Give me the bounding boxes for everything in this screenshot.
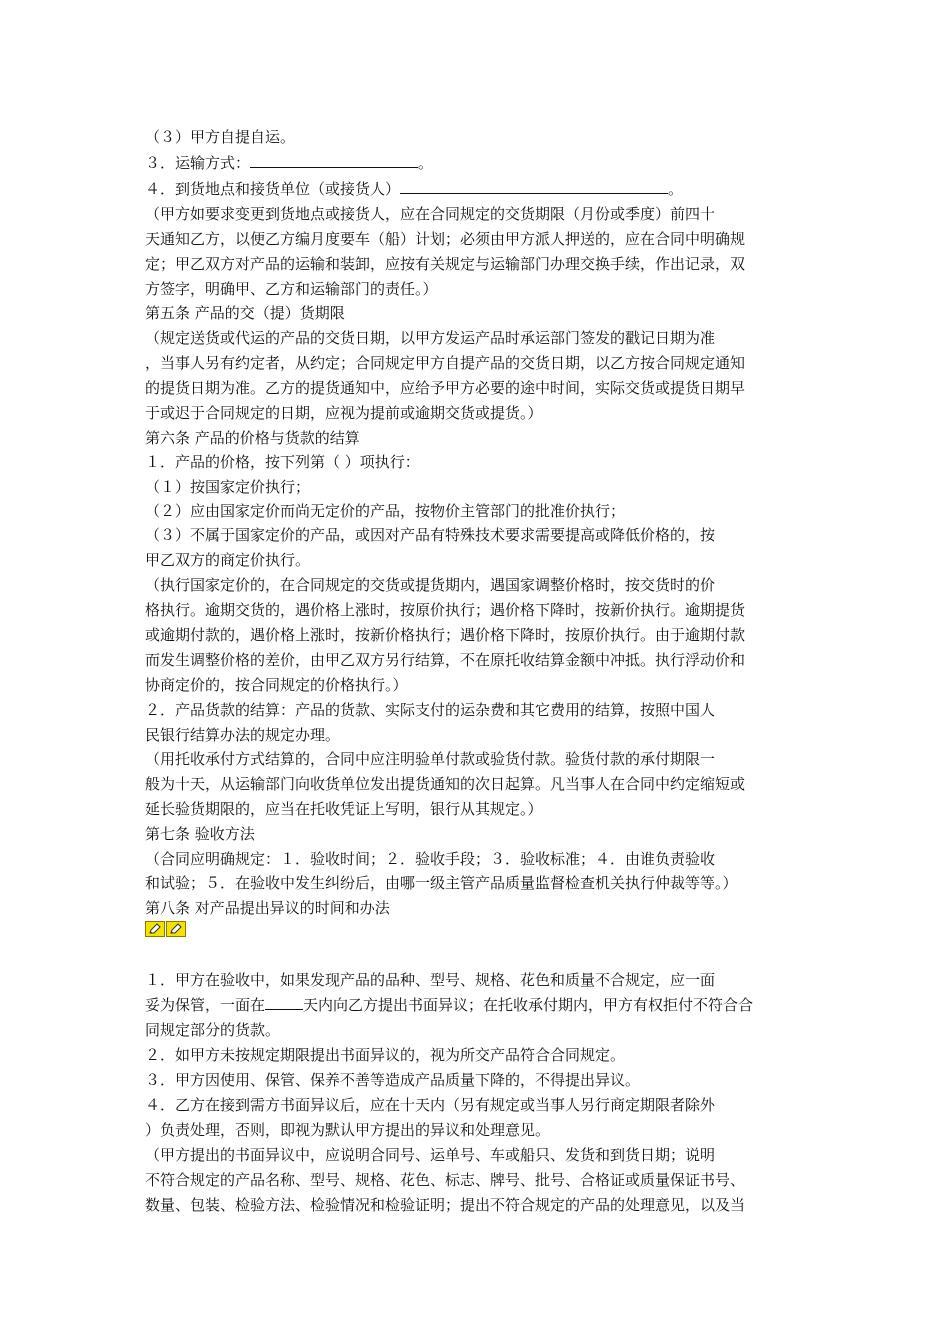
fill-in-blank <box>400 179 668 194</box>
text-line: ３．甲方因使用、保管、保养不善等造成产品质量下降的，不得提出异议。 <box>145 1071 641 1089</box>
text-line: 延长验货期限的，应当在托收凭证上写明，银行从其规定。） <box>145 800 543 818</box>
text-line: 和试验；５．在验收中发生纠纷后，由哪一级主管产品质量监督检查机关执行仲裁等等。） <box>145 874 738 892</box>
text-line: ２．如甲方未按规定期限提出书面异议的，视为所交产品符合合同规定。 <box>145 1046 626 1064</box>
section-heading: 第八条 对产品提出异议的时间和办法 <box>145 899 390 917</box>
pencil-icon[interactable] <box>166 921 186 937</box>
text-line: 格执行。逾期交货的，遇价格上涨时，按原价执行；遇价格下降时，按新价执行。逾期提货 <box>145 601 746 619</box>
text-line: （执行国家定价的，在合同规定的交货或提货期内，遇国家调整价格时，按交货时的价 <box>145 576 716 594</box>
text-line: 协商定价的，按合同规定的价格执行。） <box>145 676 408 694</box>
text-line: ４．乙方在接到需方书面异议后，应在十天内（另有规定或当事人另行商定期限者除外 <box>145 1096 716 1114</box>
text-line: 同规定部分的货款。 <box>145 1021 281 1039</box>
text-line: 数量、包装、检验方法、检验情况和检验证明；提出不符合规定的产品的处理意见，以及当 <box>145 1196 746 1214</box>
text-line: （甲方如要求变更到货地点或接货人，应在合同规定的交货期限（月份或季度）前四十 <box>145 205 716 223</box>
text-line: 方签字，明确甲、乙方和运输部门的责任。） <box>145 280 438 298</box>
text-line: 于或迟于合同规定的日期，应视为提前或逾期交货或提货。） <box>145 404 543 422</box>
text-line: 甲乙双方的商定价执行。 <box>145 551 311 569</box>
embedded-icons <box>145 921 186 939</box>
text-line: ）负责处理，否则，即视为默认甲方提出的异议和处理意见。 <box>145 1121 551 1139</box>
text-line: 不符合规定的产品名称、型号、规格、花色、标志、牌号、批号、合格证或质量保证书号、 <box>145 1171 746 1189</box>
text-line: （规定送货或代运的产品的交货日期，以甲方发运产品时承运部门签发的戳记日期为准 <box>145 329 716 347</box>
text-line: 天通知乙方，以便乙方编月度要车（船）计划；必须由甲方派人押送的，应在合同中明确规 <box>145 230 746 248</box>
section-heading: 第七条 验收方法 <box>145 825 255 843</box>
text-line: （１）按国家定价执行； <box>145 478 311 496</box>
text-line: ２．产品货款的结算：产品的货款、实际支付的运杂费和其它费用的结算，按照中国人 <box>145 701 716 719</box>
text-line: （用托收承付方式结算的，合同中应注明验单付款或验货付款。验货付款的承付期限一 <box>145 750 716 768</box>
fill-in-blank <box>265 995 303 1010</box>
text-line: １．甲方在验收中，如果发现产品的品种、型号、规格、花色和质量不合规定，应一面 <box>145 971 716 989</box>
text-line: （３）甲方自提自运。 <box>145 128 296 146</box>
text-line: １．产品的价格，按下列第（ ）项执行： <box>145 453 420 471</box>
text-line: 妥为保管，一面在 天内向乙方提出书面异议；在托收承付期内，甲方有权拒付不符合合 <box>145 996 754 1014</box>
text-line: （３）不属于国家定价的产品，或因对产品有特殊技术要求需要提高或降低价格的，按 <box>145 526 716 544</box>
section-heading: 第五条 产品的交（提）货期限 <box>145 304 345 322</box>
text-line: 般为十天，从运输部门向收货单位发出提货通知的次日起算。凡当事人在合同中约定缩短或 <box>145 775 746 793</box>
text-line: ３．运输方式： 。 <box>145 154 434 172</box>
text-line: （２）应由国家定价而尚无定价的产品，按物价主管部门的批准价执行； <box>145 502 626 520</box>
text-line: 而发生调整价格的差价，由甲乙双方另行结算，不在原托收结算金额中冲抵。执行浮动价和 <box>145 651 746 669</box>
text-line: ４．到货地点和接货单位（或接货人） 。 <box>145 180 684 198</box>
pencil-icon[interactable] <box>145 921 165 937</box>
text-line: 民银行结算办法的规定办理。 <box>145 726 341 744</box>
section-heading: 第六条 产品的价格与货款的结算 <box>145 429 360 447</box>
text-line: 或逾期付款的，遇价格上涨时，按新价格执行；遇价格下降时，按原价执行。由于逾期付款 <box>145 626 746 644</box>
fill-in-blank <box>250 153 418 168</box>
text-line: ，当事人另有约定者，从约定；合同规定甲方自提产品的交货日期，以乙方按合同规定通知 <box>145 354 746 372</box>
text-line: （甲方提出的书面异议中，应说明合同号、运单号、车或船只、发货和到货日期；说明 <box>145 1146 716 1164</box>
text-line: 定；甲乙双方对产品的运输和装卸，应按有关规定与运输部门办理交换手续，作出记录，双 <box>145 255 746 273</box>
text-line: （合同应明确规定：１．验收时间；２．验收手段；３．验收标准；４．由谁负责验收 <box>145 850 716 868</box>
text-line: 的提货日期为准。乙方的提货通知中，应给予甲方必要的途中时间，实际交货或提货日期早 <box>145 379 746 397</box>
